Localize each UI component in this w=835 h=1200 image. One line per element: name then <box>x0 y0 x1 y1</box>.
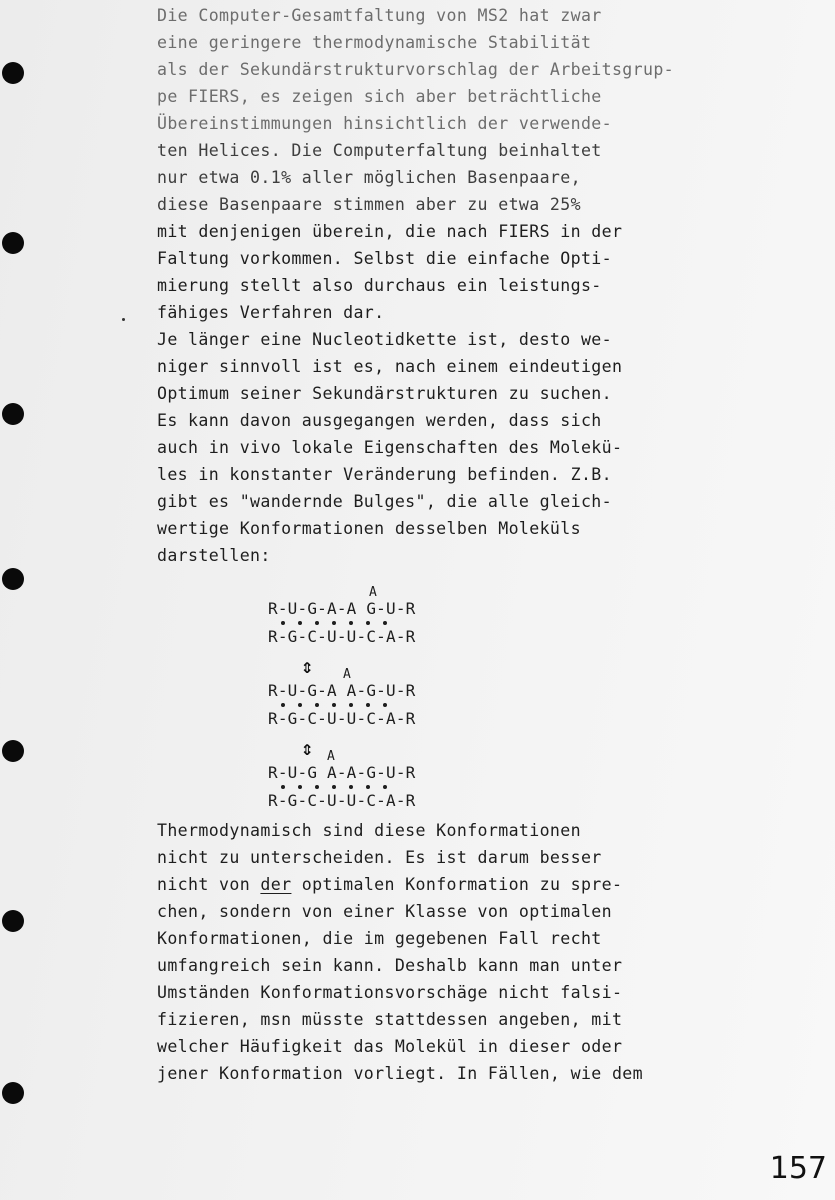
punch-hole <box>2 568 24 590</box>
paragraph-2 <box>157 326 717 569</box>
punch-hole <box>2 232 24 254</box>
text-line: les in konstanter Veränderung befinden. Z.B. <box>157 465 612 484</box>
text-line: nicht zu unterscheiden. Es ist darum besser <box>157 848 602 867</box>
text-line: Thermodynamisch sind diese Konformationen <box>157 821 581 840</box>
pair-dot <box>366 703 370 707</box>
pair-dot <box>315 621 319 625</box>
pair-dot <box>332 785 336 789</box>
pair-dot <box>383 703 387 707</box>
pair-dot <box>281 703 285 707</box>
pair-dot <box>349 785 353 789</box>
text-line: chen, sondern von einer Klasse von optimalen <box>157 902 612 921</box>
text-line: Es kann davon ausgegangen werden, dass sich <box>157 411 602 430</box>
underlined-word: der <box>260 875 292 894</box>
text-line: Übereinstimmungen hinsichtlich der verwende- <box>157 114 612 133</box>
strand-bottom: R-G-C-U-U-C-A-R <box>268 627 416 646</box>
pair-dot <box>298 621 302 625</box>
text-line: wertige Konformationen desselben Moleküls <box>157 519 581 538</box>
text-line: mit denjenigen überein, die nach FIERS in der <box>157 222 623 241</box>
punch-hole <box>2 1082 24 1104</box>
pair-dot <box>281 621 285 625</box>
text-fragment: nicht von <box>157 875 261 894</box>
text-line: ten Helices. Die Computerfaltung beinhaltet <box>157 141 602 160</box>
text-line: eine geringere thermodynamische Stabilität <box>157 33 592 52</box>
text-line: niger sinnvoll ist es, nach einem eindeutigen <box>157 357 623 376</box>
paragraph-1 <box>157 2 717 326</box>
text-line: gibt es "wandernde Bulges", die alle gleich- <box>157 492 612 511</box>
pair-dot <box>383 621 387 625</box>
stray-mark <box>122 318 125 321</box>
text-line: jener Konformation vorliegt. In Fällen, wie dem <box>157 1064 643 1083</box>
text-line: Faltung vorkommen. Selbst die einfache Opti- <box>157 249 612 268</box>
text-line: mierung stellt also durchaus ein leistungs- <box>157 276 602 295</box>
text-line: fähiges Verfahren dar. <box>157 303 385 322</box>
pair-dot <box>349 621 353 625</box>
text-line: diese Basenpaare stimmen aber zu etwa 25% <box>157 195 581 214</box>
strand-bottom: R-G-C-U-U-C-A-R <box>268 791 416 810</box>
text-line: pe FIERS, es zeigen sich aber beträchtliche <box>157 87 602 106</box>
strand-top: R-U-G-A-A G-U-R <box>268 599 416 618</box>
pair-dot <box>281 785 285 789</box>
text-line: fizieren, msn müsste stattdessen angeben, mit <box>157 1010 623 1029</box>
base-pair-dots <box>281 785 387 789</box>
bulge-base: A <box>343 667 351 682</box>
pair-dot <box>332 703 336 707</box>
pair-dot <box>298 785 302 789</box>
text-line: Konformationen, die im gegebenen Fall recht <box>157 929 602 948</box>
bulge-diagram <box>268 585 508 815</box>
text-line: Umständen Konformationsvorschäge nicht falsi- <box>157 983 623 1002</box>
double-arrow-icon: ⇕ <box>301 654 314 678</box>
text-line: welcher Häufigkeit das Molekül in dieser oder <box>157 1037 623 1056</box>
text-line: Je länger eine Nucleotidkette ist, desto we- <box>157 330 612 349</box>
pair-dot <box>315 785 319 789</box>
base-pair-dots <box>281 703 387 707</box>
pair-dot <box>383 785 387 789</box>
text-line: nur etwa 0.1% aller möglichen Basenpaare, <box>157 168 581 187</box>
base-pair-dots <box>281 621 387 625</box>
text-line: auch in vivo lokale Eigenschaften des Molekü- <box>157 438 623 457</box>
strand-top: R-U-G A-A-G-U-R <box>268 763 416 782</box>
pair-dot <box>332 621 336 625</box>
text-line: als der Sekundärstrukturvorschlag der Arbeitsgrup- <box>157 60 675 79</box>
text-line <box>157 871 717 898</box>
text-line: umfangreich sein kann. Deshalb kann man unter <box>157 956 623 975</box>
punch-hole <box>2 62 24 84</box>
strand-bottom: R-G-C-U-U-C-A-R <box>268 709 416 728</box>
punch-hole <box>2 740 24 762</box>
text-line: Optimum seiner Sekundärstrukturen zu suchen. <box>157 384 612 403</box>
punch-hole <box>2 403 24 425</box>
text-fragment: optimalen Konformation zu spre- <box>291 875 623 894</box>
page-number: 157 <box>769 1151 827 1186</box>
double-arrow-icon: ⇕ <box>301 736 314 760</box>
text-line: darstellen: <box>157 546 271 565</box>
strand-top: R-U-G-A A-G-U-R <box>268 681 416 700</box>
pair-dot <box>366 621 370 625</box>
text-line: Die Computer-Gesamtfaltung von MS2 hat zwar <box>157 6 602 25</box>
bulge-base: A <box>327 749 335 764</box>
pair-dot <box>349 703 353 707</box>
punch-hole <box>2 910 24 932</box>
pair-dot <box>315 703 319 707</box>
pair-dot <box>366 785 370 789</box>
pair-dot <box>298 703 302 707</box>
bulge-base: A <box>369 585 377 600</box>
paragraph-3 <box>157 817 717 1087</box>
